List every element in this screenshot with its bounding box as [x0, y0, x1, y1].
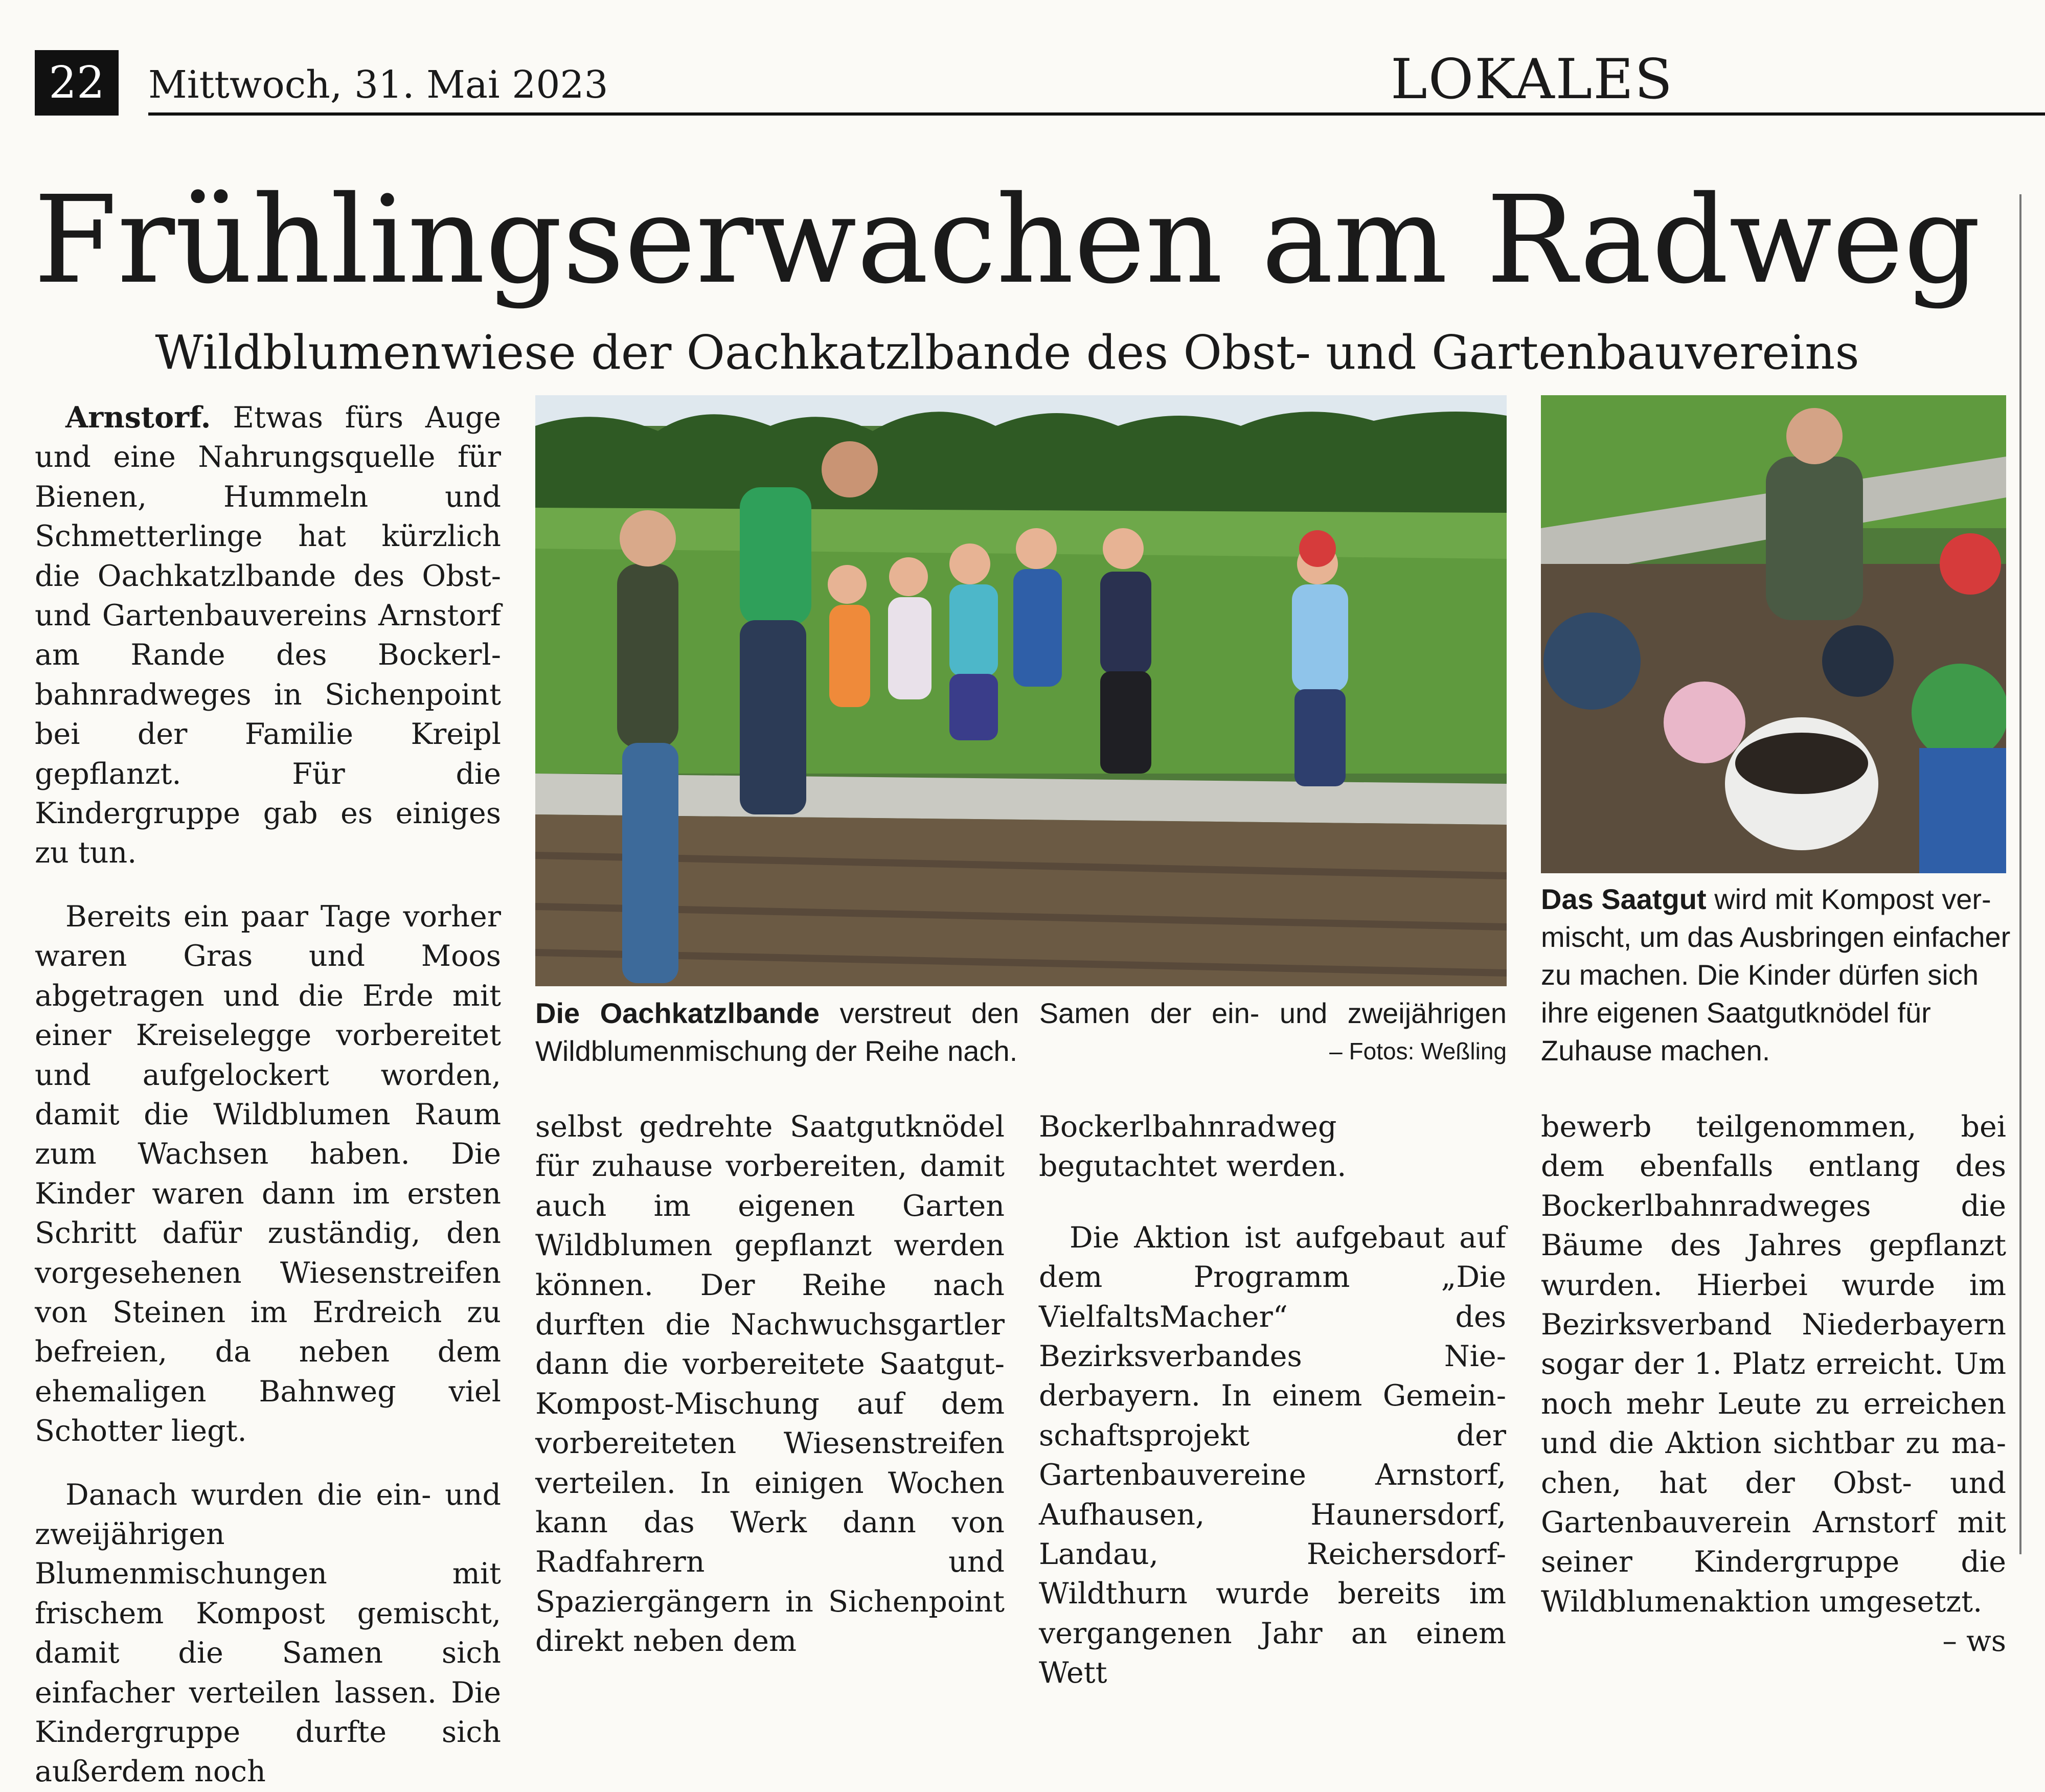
paragraph [1541, 1107, 2006, 1659]
author-signature: – ws [1942, 1624, 2006, 1659]
page-number: 22 [35, 50, 119, 116]
paragraph: Bereits ein paar Tage vorher waren Gras und Moos abgetragen und die Erde mit einer Kreiselegge vorbereitet und aufgelockert worden, damit die Wildblumen Raum zum Wachsen haben. Die Kinder waren dann im ersten Schritt dafür zuständig, den vorgesehenen Wiesenstreifen von Steinen im Erdreich zu befreien, da neben dem ehemaligen Bahnweg viel Schotter liegt. [35, 899, 501, 1448]
section-title: LOKALES [1391, 48, 1674, 111]
photo-caption-side [1541, 880, 2016, 1070]
paragraph: Danach wurden die ein- und zweijährigen Blumenmischungen mit frischem Kompost gemischt, damit die Samen sich einfacher verteilen lassen. Die Kindergruppe durfte sich außerdem noch [35, 1478, 501, 1789]
paragraph-text: Etwas fürs Auge und eine Nahrungsquelle für Bienen, Hummeln und Schmetterlinge hat kürzlich die Oachkatzlbande des Obst- und Gartenbauvereins Arnstorf am Rande des Bockerlbahnradweges in Sichenpoint bei der Familie Kreipl gepflanzt. Für die Kindergruppe gab es einiges zu tun. [35, 401, 501, 870]
issue-date: Mittwoch, 31. Mai 2023 [148, 63, 608, 107]
column-rule [2019, 194, 2021, 1554]
paragraph-text: bewerb teilgenommen, bei dem ebenfalls entlang des Bockerlbahnradweges die Bäume des Jahres gepflanzt wurden. Hierbei wurde im Bezirksverband Niederbayern sogar der 1. Platz erreicht. Um noch mehr Leute zu erreichen und die Aktion sichtbar zu machen, hat der Obst- und Gartenbauverein Arnstorf mit seiner Kindergruppe die Wildblumenaktion umgesetzt. [1541, 1110, 2006, 1619]
dateline: Arnstorf. [65, 400, 211, 435]
article-column-1 [35, 398, 501, 1792]
caption-lead: Das Saatgut [1541, 883, 1707, 915]
paragraph: Die Aktion ist aufgebaut auf dem Programm „Die VielfaltsMacher“ des Bezirksverbandes Niederbayern. In einem Gemeinschaftsprojekt der Gartenbauvereine Arnstorf, Aufhausen, Haunersdorf, Landau, Reichersdorf-Wildthurn wurde bereits im vergangenen Jahr an einem Wett [1039, 1220, 1506, 1690]
article-column-2 [535, 1107, 1005, 1662]
caption-lead: Die Oachkatzlbande [535, 997, 820, 1029]
photo-seed-compost [1541, 395, 2006, 873]
article-column-4 [1541, 1107, 2006, 1662]
headline: Frühlingserwachen am Radweg [33, 170, 1981, 310]
paragraph [35, 398, 501, 873]
paragraph: Bockerlbahnradweg begutachtet werden. [1039, 1110, 1347, 1184]
caption-text: verstreut den Samen der ein- und zweijährigen Wildblumenmischung der Reihe nach. [535, 997, 1507, 1067]
article-column-3 [1039, 1107, 1506, 1693]
subheadline: Wildblumenwiese der Oachkatzlbande des Obst- und Gartenbauvereins [155, 325, 1859, 380]
paragraph: selbst gedrehte Saatgutknödel für zuhause vorbereiten, damit auch im eigenen Garten Wildblumen gepflanzt werden können. Der Reihe nach durften die Nachwuchsgartler dann die vorbereitete Saatgut-Kompost-Mischung auf dem vorbereiteten Wiesenstreifen verteilen. In einigen Wochen kann das Werk dann von Radfahrern und Spaziergängern in Sichenpoint direkt neben dem [535, 1110, 1005, 1659]
photo-children-sowing [535, 395, 1507, 986]
caption-text: wird mit Kompost vermischt, um das Ausbringen einfacher zu machen. Die Kinder dürfen sich ihre eigenen Saatgutknödel für Zuhause machen. [1541, 883, 2011, 1067]
photo-credit: – Fotos: Weßling [1329, 1038, 1507, 1064]
header-rule [148, 112, 2045, 116]
photo-caption-main [535, 994, 1507, 1070]
